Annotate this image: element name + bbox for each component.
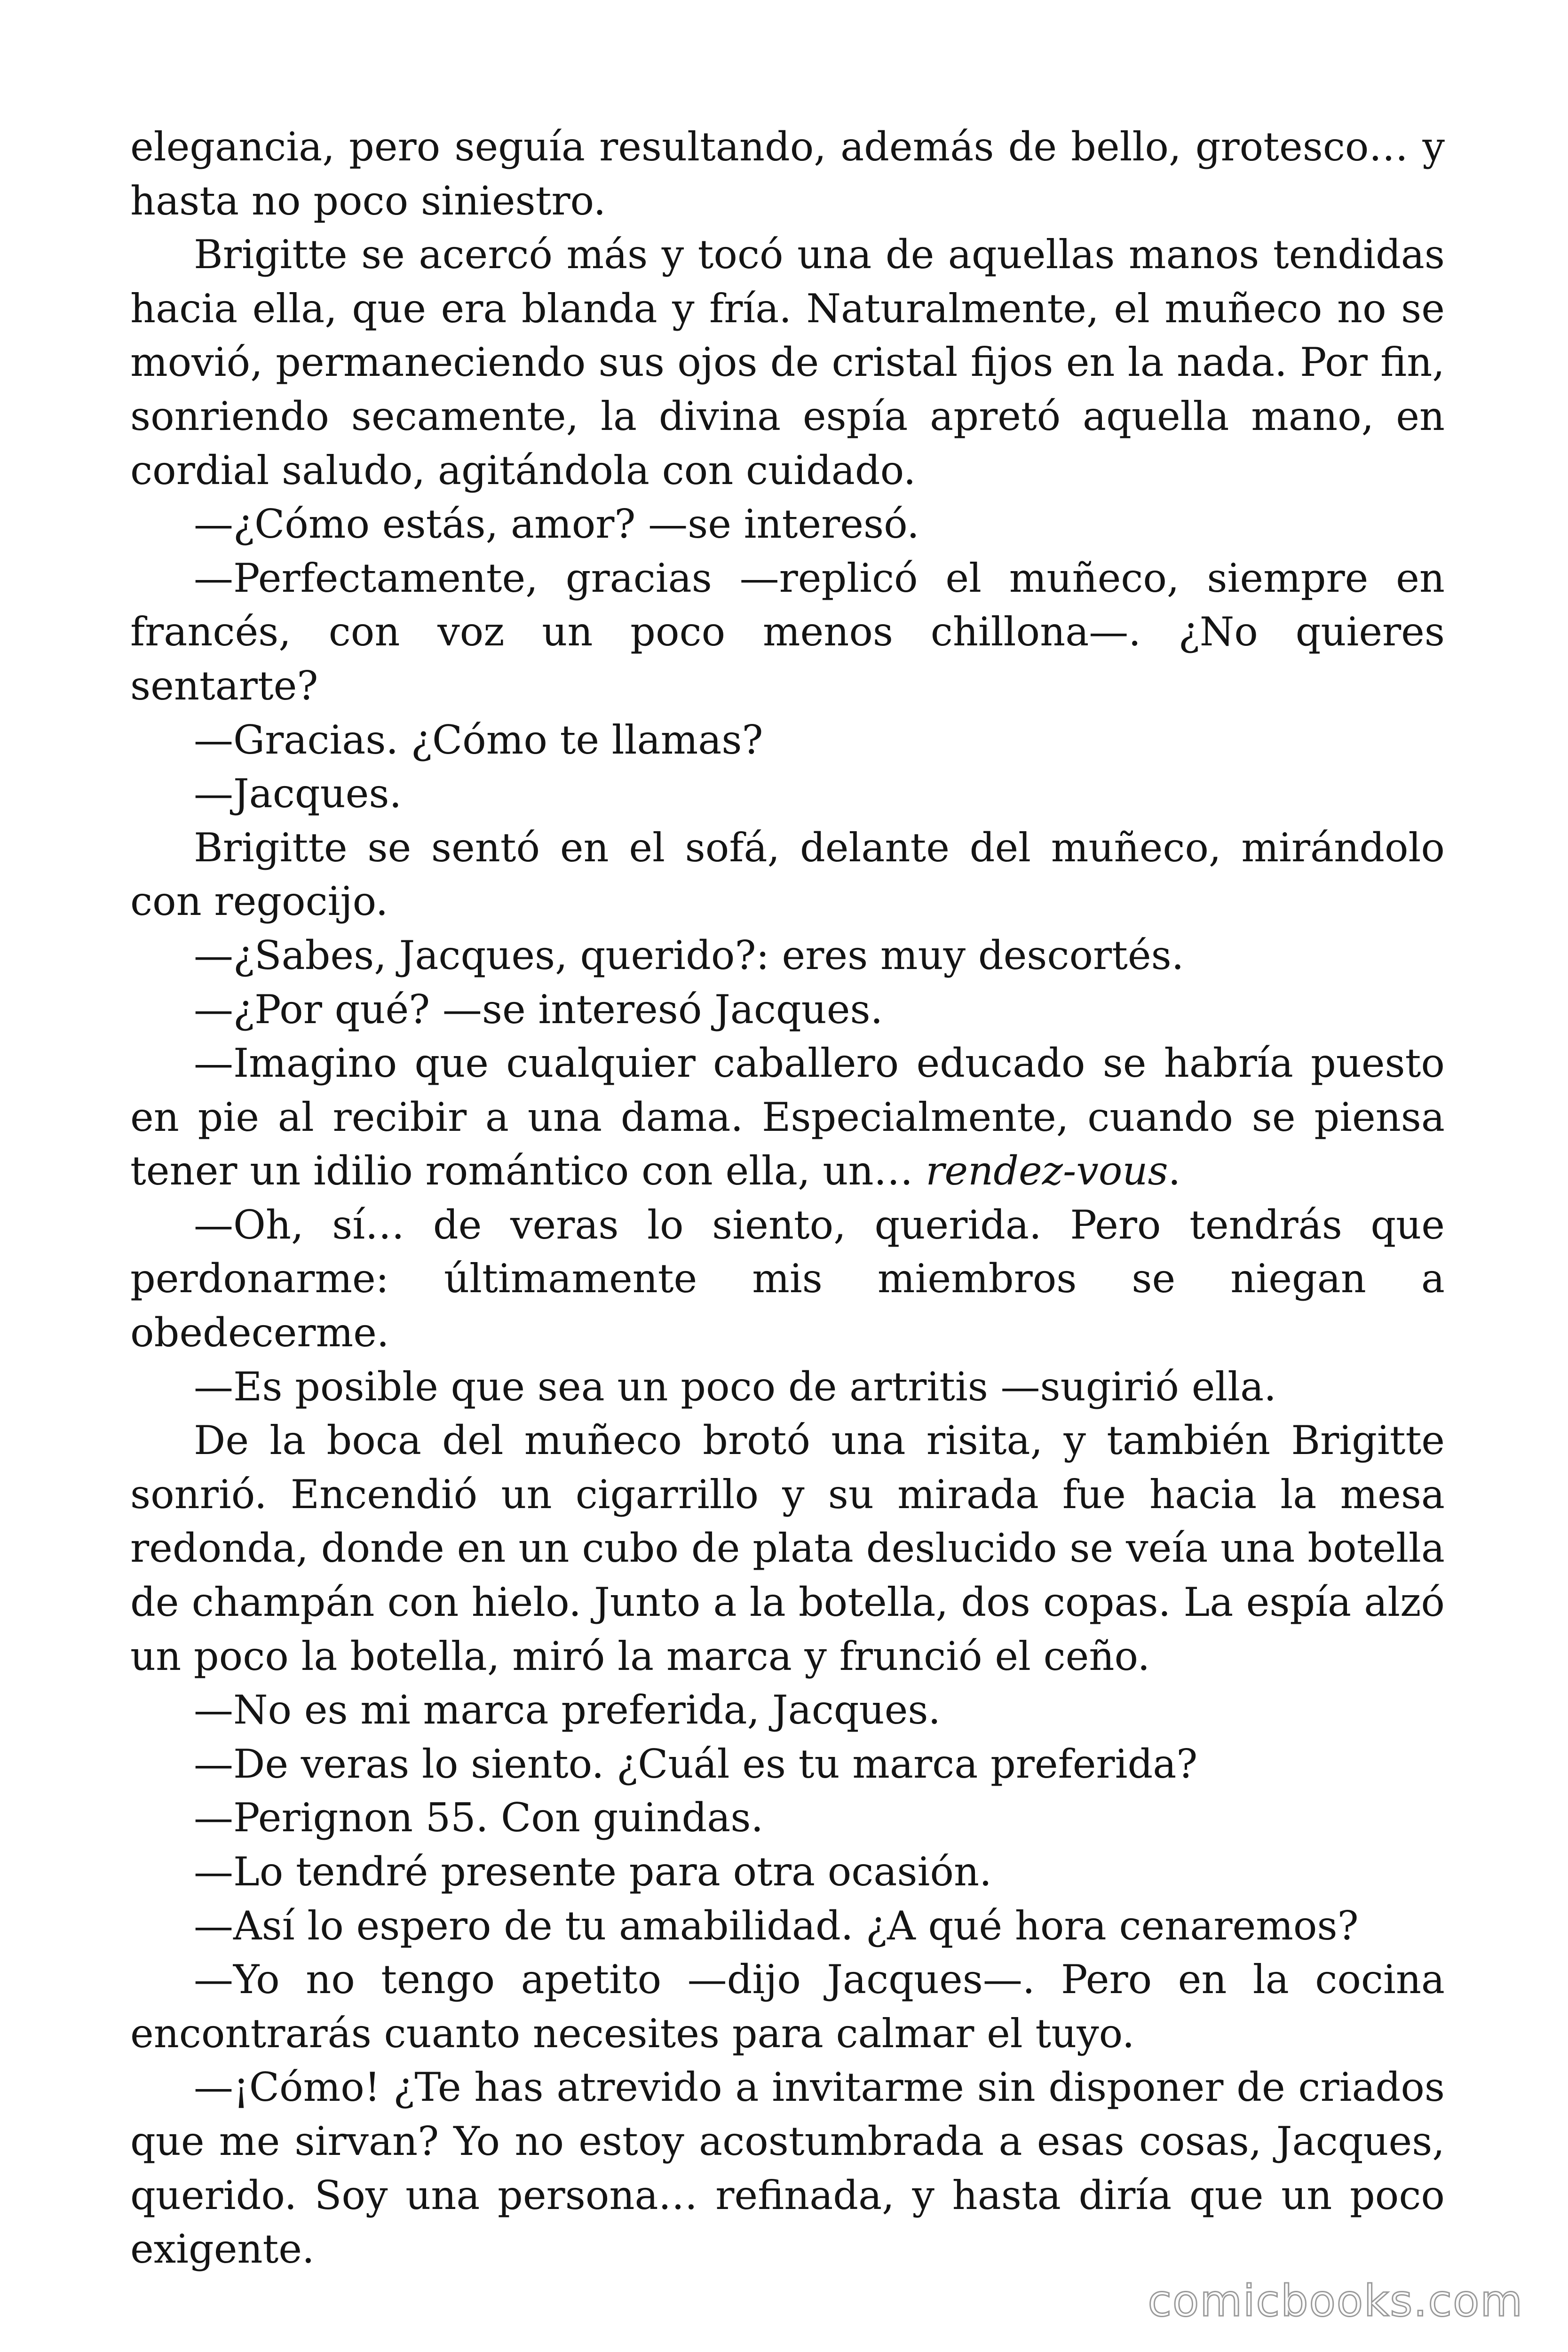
paragraph: —¿Cómo estás, amor? —se interesó.	[194, 501, 919, 548]
paragraph: —Es posible que sea un poco de artritis —sugirió ella.	[194, 1363, 1276, 1410]
paragraph: —Perignon 55. Con guindas.	[194, 1795, 764, 1841]
paragraph: —Lo tendré presente para otra ocasión.	[194, 1849, 992, 1895]
paragraph: —Gracias. ¿Cómo te llamas?	[194, 716, 763, 763]
paragraph: —Perfectamente, gracias —replicó el muñeco, siempre en francés, con voz un poco menos chillona—. ¿No quieres sentarte?	[130, 555, 1445, 709]
watermark: comicbooks.com	[1148, 2276, 1523, 2326]
italic-phrase: rendez-vous	[926, 1148, 1168, 1194]
paragraph-text: —Imagino que cualquier caballero educado se habría puesto en pie al recibir a una dama. Especialmente, cuando se piensa tener un idilio romántico con ella, un…	[130, 1040, 1445, 1194]
paragraph: —Oh, sí… de veras lo siento, querida. Pero tendrás que perdonarme: últimamente mis miembros se niegan a obedecerme.	[130, 1201, 1445, 1356]
paragraph: —De veras lo siento. ¿Cuál es tu marca preferida?	[194, 1740, 1198, 1787]
paragraph: —No es mi marca preferida, Jacques.	[194, 1687, 941, 1733]
paragraph: —Así lo espero de tu amabilidad. ¿A qué hora cenaremos?	[194, 1902, 1359, 1949]
paragraph: De la boca del muñeco brotó una risita, y también Brigitte sonrió. Encendió un cigarrillo y su mirada fue hacia la mesa redonda, donde en un cubo de plata deslucido se veía una botella de champán con hielo. Junto a la botella, dos copas. La espía alzó un poco la botella, miró la marca y frunció el ceño.	[130, 1417, 1445, 1679]
paragraph: Brigitte se sentó en el sofá, delante del muñeco, mirándolo con regocijo.	[130, 824, 1445, 925]
paragraph: —Yo no tengo apetito —dijo Jacques—. Pero en la cocina encontrarás cuanto necesites para calmar el tuyo.	[130, 1956, 1445, 2057]
paragraph: —¿Sabes, Jacques, querido?: eres muy descortés.	[194, 932, 1184, 978]
paragraph: —¿Por qué? —se interesó Jacques.	[194, 986, 883, 1033]
page-body	[130, 120, 1445, 2276]
paragraph: Brigitte se acercó más y tocó una de aquellas manos tendidas hacia ella, que era blanda y fría. Naturalmente, el muñeco no se movió, permaneciendo sus ojos de cristal fijos en la nada. Por fin, sonriendo secamente, la divina espía apretó aquella mano, en cordial saludo, agitándola con cuidado.	[130, 231, 1445, 493]
paragraph: elegancia, pero seguía resultando, además de bello, grotesco… y hasta no poco siniestro.	[130, 124, 1445, 224]
paragraph: —¡Cómo! ¿Te has atrevido a invitarme sin disponer de criados que me sirvan? Yo no estoy acostumbrada a esas cosas, Jacques, querido. Soy una persona… refinada, y hasta diría que un poco exigente.	[130, 2064, 1445, 2273]
paragraph: —Jacques.	[194, 771, 402, 817]
paragraph	[130, 1036, 1445, 1198]
paragraph-text: .	[1168, 1148, 1181, 1194]
